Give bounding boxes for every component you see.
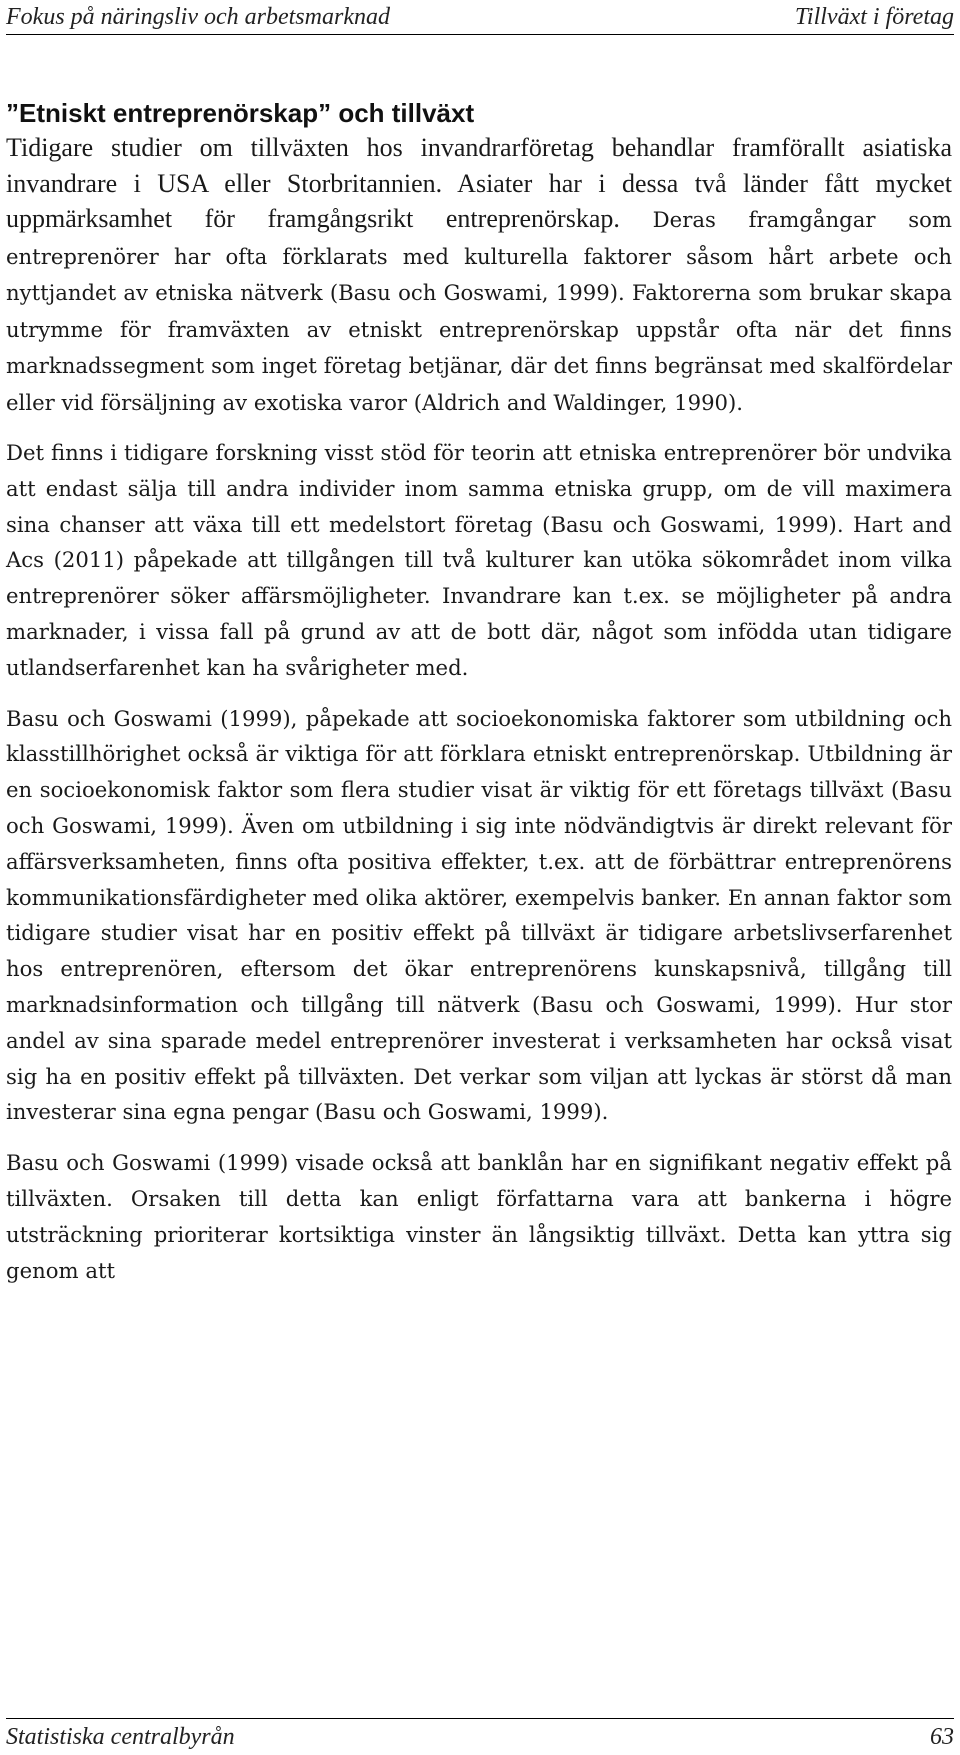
body-paragraph: Basu och Goswami (1999) visade också att banklån har en signifikant negativ effekt på tillväxten. Orsaken till detta kan enligt författarna vara att bankerna i högre utsträckning prioriterar kortsiktiga vinster än långsiktig tillväxt. Detta kan yttra sig genom att — [6, 1150, 952, 1283]
running-header — [6, 0, 954, 35]
section-heading: ”Etniskt entreprenörskap” och tillväxt — [6, 98, 475, 128]
intro-paragraph — [6, 130, 952, 420]
intro-paragraph-text: Deras framgångar som entreprenörer har ofta förklarats med kulturella faktorer såsom hårt arbete och nyttjandet av etniska nätverk (Basu och Goswami, 1999). Faktorerna som brukar skapa utrymme för framväxten av etniskt entreprenörskap uppstår ofta när det finns marknadssegment som inget företag betjänar, där det finns begränsat med skalfördelar eller vid försäljning av exotiska varor (Aldrich and Waldinger, 1990). — [6, 207, 952, 415]
body-paragraph: Det finns i tidigare forskning visst stöd för teorin att etniska entreprenörer bör undvika att endast sälja till andra individer inom samma etniska grupp, om de vill maximera sina chanser att växa till ett medelstort företag (Basu och Goswami, 1999). Hart and Acs (2011) påpekade att tillgången till två kulturer kan utöka sökområdet inom vilka entreprenörer söker affärsmöjligheter. Invandrare kan t.ex. se möjligheter på andra marknader, i vissa fall på grund av att de bott där, något som infödda utan tidigare utlandserfarenhet kan ha svårigheter med. — [6, 440, 952, 680]
intro-paragraph-serif-text: Tidigare studier om tillväxten hos invandrarföretag behandlar framförallt asiatiska invandrare i USA eller Storbritannien. Asiater har i dessa två länder fått mycket uppmärksamhet för framgångsrikt entreprenörskap. — [6, 133, 952, 233]
header-chapter-title: Tillväxt i företag — [794, 3, 954, 30]
body-paragraph: Basu och Goswami (1999), påpekade att socioekonomiska faktorer som utbildning och klasstillhörighet också är viktiga för att förklara etniskt entreprenörskap. Utbildning är en socioekonomisk faktor som flera studier visat är viktig för ett företags tillväxt (Basu och Goswami, 1999). Även om utbildning i sig inte nödvändigtvis är direkt relevant för affärsverksamheten, finns ofta positiva effekter, t.ex. att de förbättrar entreprenörens kommunikationsfärdigheter med olika aktörer, exempelvis banker. En annan faktor som tidigare studier visat har en positiv effekt på tillväxt är tidigare arbetslivserfarenhet hos entreprenören, eftersom det ökar entreprenörens kunskapsnivå, tillgång till marknadsinformation och tillgång till nätverk (Basu och Goswami, 1999). Hur stor andel av sina sparade medel entreprenörer investerat i verksamheten har också visat sig ha en positiv effekt på tillväxten. Det verkar som viljan att lyckas är störst då man investerar sina egna pengar (Basu och Goswami, 1999). — [6, 705, 952, 1125]
page-body — [6, 96, 952, 1288]
page-number: 63 — [930, 1723, 954, 1750]
running-footer — [6, 1718, 954, 1755]
footer-publisher: Statistiska centralbyrån — [6, 1723, 235, 1750]
header-publication-title: Fokus på näringsliv och arbetsmarknad — [6, 3, 390, 30]
